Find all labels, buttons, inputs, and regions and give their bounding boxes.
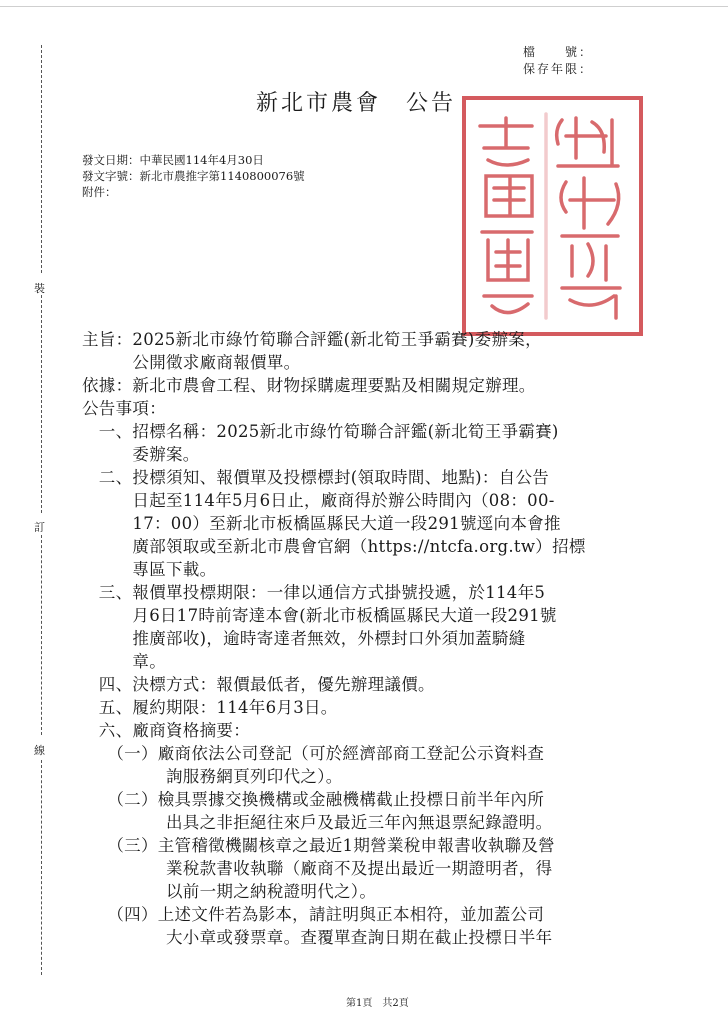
binding-mark-ding: 訂 bbox=[34, 521, 45, 534]
body-line: （二）檢具票據交換機構或金融機構截止投標日前半年內所 bbox=[82, 790, 545, 809]
body-line: 月6日17時前寄達本會(新北市板橋區縣民大道一段291號 bbox=[82, 606, 557, 625]
body-line: 六、廠商資格摘要： bbox=[82, 721, 250, 740]
page-number-footer: 第1頁 共2頁 bbox=[346, 998, 409, 1009]
body-line: 業稅款書收執聯（廠商不及提出最近一期證明者，得 bbox=[82, 859, 553, 878]
issue-date: 發文日期：中華民國114年4月30日 bbox=[82, 153, 264, 167]
body-line: 大小章或發票章。查覆單查詢日期在截止投標日半年 bbox=[82, 928, 553, 947]
body-line: 委辦案。 bbox=[82, 445, 200, 464]
binding-dashed-line bbox=[41, 535, 42, 735]
binding-dashed-line bbox=[41, 295, 42, 513]
binding-dashed-line bbox=[41, 760, 42, 975]
seal-glyph-drawing bbox=[466, 100, 639, 332]
body-line: 三、報價單投標期限：一律以通信方式掛號投遞，於114年5 bbox=[82, 583, 546, 602]
body-line: （四）上述文件若為影本，請註明與正本相符，並加蓋公司 bbox=[82, 905, 545, 924]
body-line: 公告事項： bbox=[82, 399, 166, 418]
body-line: 依據：新北市農會工程、財物採購處理要點及相關規定辦理。 bbox=[82, 376, 536, 395]
binding-dashed-line bbox=[41, 45, 42, 273]
body-line: 17：00）至新北市板橋區縣民大道一段291號逕向本會推 bbox=[82, 514, 561, 533]
file-number-label: 檔 號： bbox=[523, 45, 594, 59]
body-line: （一）廠商依法公司登記（可於經濟部商工登記公示資料查 bbox=[82, 744, 545, 763]
body-line: 出具之非拒絕往來戶及最近三年內無退票紀錄證明。 bbox=[82, 813, 553, 832]
retention-period-label: 保存年限： bbox=[523, 62, 594, 76]
binding-mark-zhuang: 裝 bbox=[34, 282, 45, 295]
body-line: 詢服務網頁列印代之）。 bbox=[82, 767, 343, 786]
attachment-label: 附件： bbox=[82, 185, 117, 199]
body-line: 二、投標須知、報價單及投標標封(領取時間、地點)：自公告 bbox=[82, 468, 550, 487]
body-line: 一、招標名稱：2025新北市綠竹筍聯合評鑑(新北筍王爭霸賽) bbox=[82, 422, 559, 441]
body-line: 四、決標方式：報價最低者，優先辦理議價。 bbox=[82, 675, 435, 694]
document-title: 新北市農會 公告 bbox=[256, 91, 457, 116]
body-line: 專區下載。 bbox=[82, 560, 217, 579]
body-line: 章。 bbox=[82, 652, 166, 671]
body-line: 推廣部收)，逾時寄達者無效，外標封口外須加蓋騎縫 bbox=[82, 629, 526, 648]
body-line: 五、履約期限：114年6月3日。 bbox=[82, 698, 338, 717]
body-line: 廣部領取或至新北市農會官網（https://ntcfa.org.tw）招標 bbox=[82, 537, 586, 556]
page-top-border bbox=[0, 6, 728, 7]
document-number: 發文字號：新北市農推字第1140800076號 bbox=[82, 169, 305, 183]
body-line: （三）主管稽徵機關核章之最近1期營業稅申報書收執聯及營 bbox=[82, 836, 555, 855]
body-line: 以前一期之納稅證明代之）。 bbox=[82, 882, 377, 901]
official-seal-stamp bbox=[462, 96, 643, 336]
body-line: 公開徵求廠商報價單。 bbox=[82, 353, 301, 372]
body-line: 主旨：2025新北市綠竹筍聯合評鑑(新北筍王爭霸賽)委辦案， bbox=[82, 330, 542, 349]
announcement-body bbox=[82, 328, 586, 949]
binding-mark-xian: 線 bbox=[34, 744, 45, 757]
body-line: 日起至114年5月6日止，廠商得於辦公時間內（08：00- bbox=[82, 491, 555, 510]
